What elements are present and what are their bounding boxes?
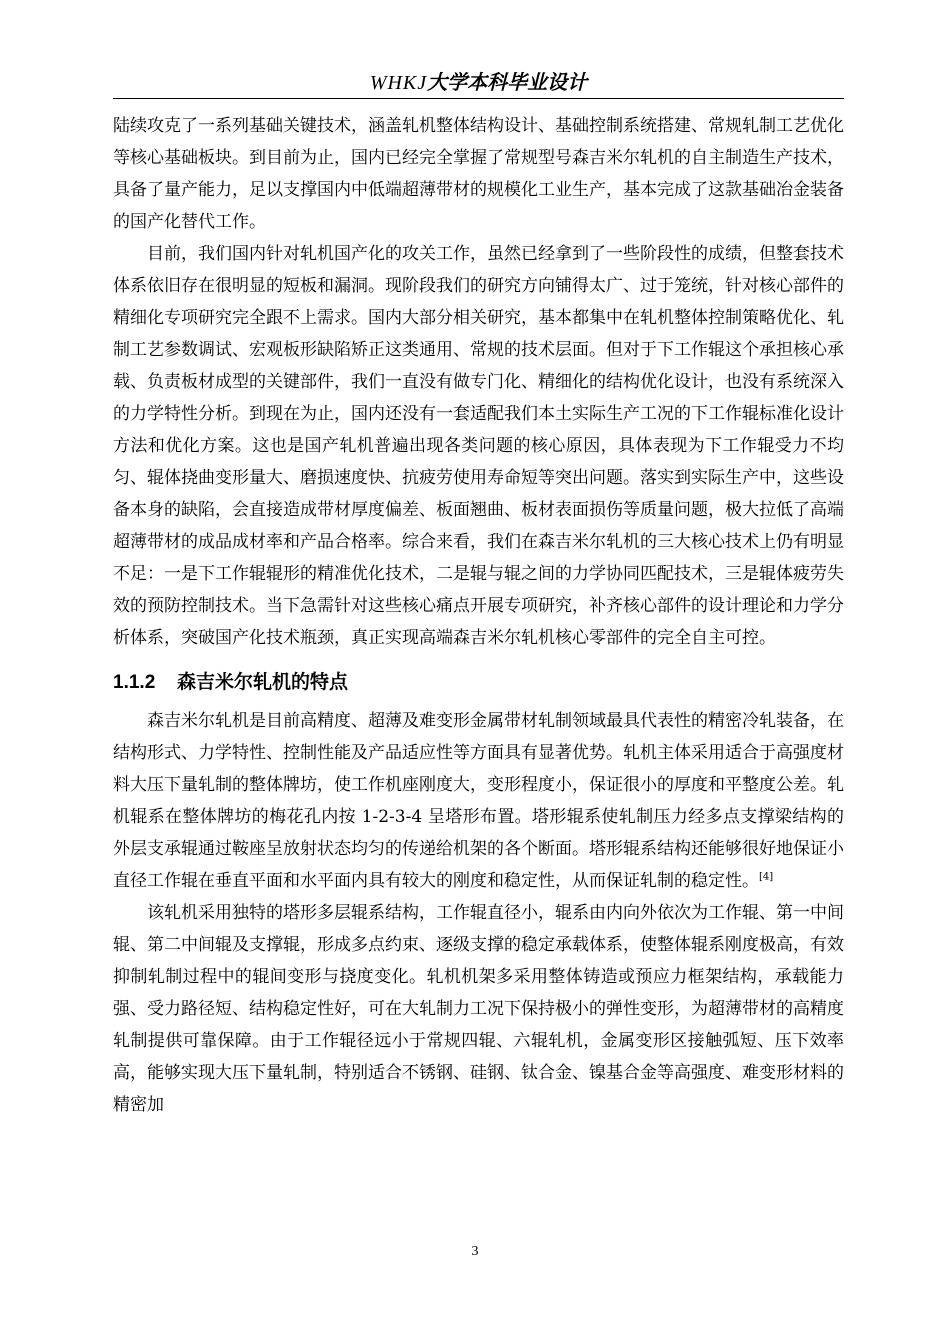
- paragraph-3: [113, 705, 844, 897]
- citation-marker: [4]: [759, 871, 774, 883]
- paragraph-4: 该轧机采用独特的塔形多层辊系结构，工作辊直径小，辊系由内向外依次为工作辊、第一中间辊、第二中间辊及支撑辊，形成多点约束、逐级支撑的稳定承载体系，使整体辊系刚度极高，有效抑制轧制过程中的辊间变形与挠度变化。轧机机架多采用整体铸造或预应力框架结构，承载能力强、受力路径短、结构稳定性好，可在大轧制力工况下保持极小的弹性变形，为超薄带材的高精度轧制提供可靠保障。由于工作辊径远小于常规四辊、六辊轧机，金属变形区接触弧短、压下效率高，能够实现大压下量轧制，特别适合不锈钢、硅钢、钛合金、镍基合金等高强度、难变形材料的精密加: [113, 903, 844, 1115]
- header-latin: WHKJ: [369, 72, 428, 94]
- section-title: 森吉米尔轧机的特点: [177, 671, 349, 693]
- page-header: [113, 70, 844, 99]
- section-number: 1.1.2: [113, 672, 156, 693]
- page-number: 3: [471, 1244, 479, 1259]
- paragraph-1: 陆续攻克了一系列基础关键技术，涵盖轧机整体结构设计、基础控制系统搭建、常规轧制工艺优化等核心基础板块。到目前为止，国内已经完全掌握了常规型号森吉米尔轧机的自主制造生产技术，具备了量产能力，足以支撑国内中低端超薄带材的规模化工业生产，基本完成了这款基础冶金装备的国产化替代工作。: [113, 116, 844, 232]
- paragraph-2: 目前，我们国内针对轧机国产化的攻关工作，虽然已经拿到了一些阶段性的成绩，但整套技术体系依旧存在很明显的短板和漏洞。现阶段我们的研究方向铺得太广、过于笼统，针对核心部件的精细化专项研究完全跟不上需求。国内大部分相关研究，基本都集中在轧机整体控制策略优化、轧制工艺参数调试、宏观板形缺陷矫正这类通用、常规的技术层面。但对于下工作辊这个承担核心承载、负责板材成型的关键部件，我们一直没有做专门化、精细化的结构优化设计，也没有系统深入的力学特性分析。到现在为止，国内还没有一套适配我们本土实际生产工况的下工作辊标准化设计方法和优化方案。这也是国产轧机普遍出现各类问题的核心原因，具体表现为下工作辊受力不均匀、辊体挠曲变形量大、磨损速度快、抗疲劳使用寿命短等突出问题。落实到实际生产中，这些设备本身的缺陷，会直接造成带材厚度偏差、板面翘曲、板材表面损伤等质量问题，极大拉低了高端超薄带材的成品成材率和产品合格率。综合来看，我们在森吉米尔轧机的三大核心技术上仍有明显不足：一是下工作辊辊形的精准优化技术，二是辊与辊之间的力学协同匹配技术，三是辊体疲劳失效的预防控制技术。当下急需针对这些核心痛点开展专项研究，补齐核心部件的设计理论和力学分析体系，突破国产化技术瓶颈，真正实现高端森吉米尔轧机核心零部件的完全自主可控。: [113, 244, 844, 648]
- document-body: [113, 110, 844, 1121]
- section-heading: [113, 668, 844, 697]
- header-title: 大学本科毕业设计: [427, 70, 588, 94]
- paragraph-3-text: 森吉米尔轧机是目前高精度、超薄及难变形金属带材轧制领域最具代表性的精密冷轧装备，在结构形式、力学特性、控制性能及产品适应性等方面具有显著优势。轧机主体采用适合于高强度材料大压下量轧制的整体牌坊，使工作机座刚度大，变形程度小，保证很小的厚度和平整度公差。轧机辊系在整体牌坊的梅花孔内按 1-2-3-4 呈塔形布置。塔形辊系使轧制压力经多点支撑梁结构的外层支承辊通过鞍座呈放射状态均匀的传递给机架的各个断面。塔形辊系结构还能够很好地保证小直径工作辊在垂直平面和水平面内具有较大的刚度和稳定性，从而保证轧制的稳定性。: [113, 711, 844, 891]
